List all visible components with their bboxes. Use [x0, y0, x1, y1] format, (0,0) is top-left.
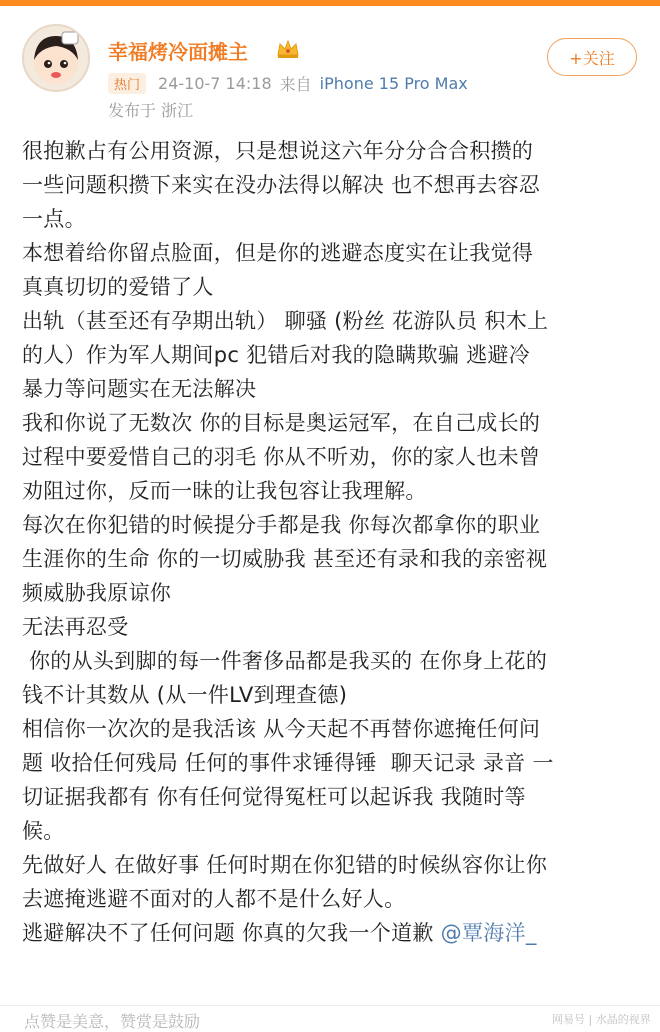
post-line: 劝阻过你，反而一昧的让我包容让我理解。: [22, 479, 427, 503]
post-line: 很抱歉占有公用资源，只是想说这六年分分合合积攒的: [22, 139, 534, 163]
post-line: 暴力等问题实在无法解决: [22, 377, 257, 401]
post-line: 每次在你犯错的时候提分手都是我 你每次都拿你的职业: [22, 513, 541, 537]
post-line: 钱不计其数从 (从一件LV到理查德): [22, 683, 348, 707]
post-line-text: 逃避解决不了任何问题 你真的欠我一个道歉: [22, 921, 441, 945]
watermark: 网易号 | 水晶的视界: [552, 1013, 651, 1026]
crown-icon: [276, 38, 300, 60]
post-last-line: [22, 916, 646, 950]
cartoon-avatar-icon: [24, 26, 88, 90]
post-date: 24-10-7 14:18: [158, 74, 272, 93]
device-link[interactable]: iPhone 15 Pro Max: [319, 74, 468, 93]
post-line: 候。: [22, 819, 65, 843]
post-line: 真真切切的爱错了人: [22, 275, 214, 299]
follow-button[interactable]: +关注: [547, 38, 637, 76]
hot-badge: 热门: [108, 73, 146, 94]
source-label: 来自: [279, 75, 312, 94]
top-accent-bar: [0, 0, 660, 6]
avatar[interactable]: [22, 24, 90, 92]
post-line: 生涯你的生命 你的一切威胁我 甚至还有录和我的亲密视: [22, 547, 548, 571]
post-line: 一些问题积攒下来实在没办法得以解决 也不想再去容忍: [22, 173, 541, 197]
reward-hint: 点赞是美意，赞赏是鼓励: [24, 1012, 201, 1031]
post-line: 我和你说了无数次 你的目标是奥运冠军，在自己成长的: [22, 411, 541, 435]
footer-divider: [0, 1005, 660, 1006]
author-name[interactable]: 幸福烤冷面摊主: [108, 40, 248, 64]
post-line: 无法再忍受: [22, 615, 129, 639]
post-line: 先做好人 在做好事 任何时期在你犯错的时候纵容你让你: [22, 853, 548, 877]
post-line: 题 收拾任何残局 任何的事件求锤得锤 聊天记录 录音 一: [22, 751, 554, 775]
post-line: 你的从头到脚的每一件奢侈品都是我买的 在你身上花的: [22, 649, 548, 673]
post-line: 本想着给你留点脸面，但是你的逃避态度实在让我觉得: [22, 241, 534, 265]
post-line: 过程中要爱惜自己的羽毛 你从不听劝，你的家人也未曾: [22, 445, 541, 469]
post-line: 一点。: [22, 207, 86, 231]
post-line: 去遮掩逃避不面对的人都不是什么好人。: [22, 887, 406, 911]
mention-link[interactable]: @覃海洋_: [440, 921, 537, 945]
post-line: 频威胁我原谅你: [22, 581, 172, 605]
post-line: 相信你一次次的是我活该 从今天起不再替你遮掩任何问: [22, 717, 541, 741]
post-body: [22, 134, 646, 950]
post-line: 的人）作为军人期间pc 犯错后对我的隐瞒欺骗 逃避冷: [22, 343, 531, 367]
post-line: 切证据我都有 你有任何觉得冤枉可以起诉我 我随时等: [22, 785, 526, 809]
post-meta: [108, 72, 468, 95]
post-line: 出轨（甚至还有孕期出轨） 聊骚 (粉丝 花游队员 积木上: [22, 309, 549, 333]
post-location: 发布于 浙江: [108, 101, 194, 120]
